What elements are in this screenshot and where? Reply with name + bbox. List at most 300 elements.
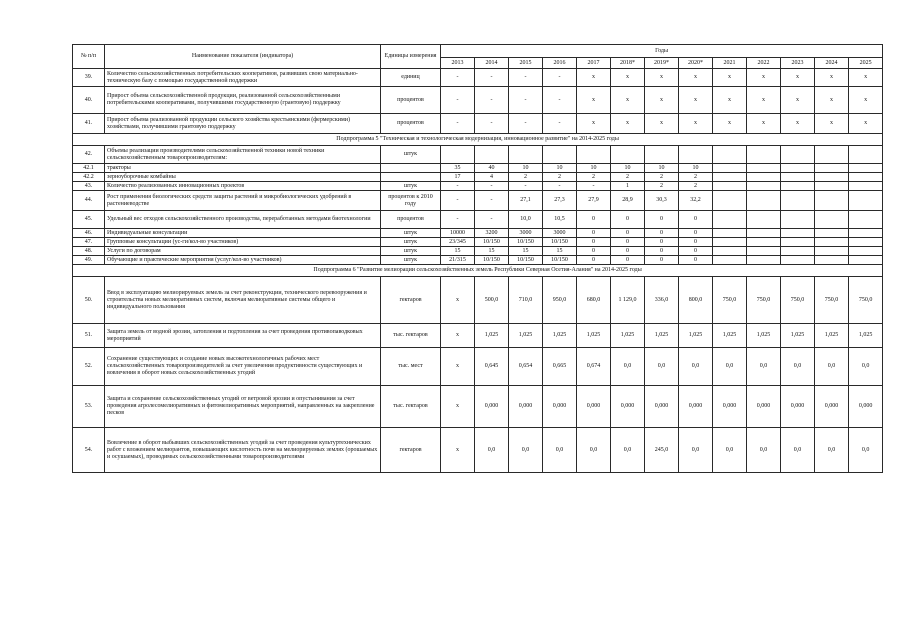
row-value [849, 173, 883, 182]
row-value: - [475, 191, 509, 211]
row-value [815, 191, 849, 211]
header-name: Наименование показателя (индикатора) [105, 45, 381, 69]
row-unit: процентов к 2010 году [381, 191, 441, 211]
header-year: 2025 [849, 58, 883, 69]
row-value: 10 [509, 164, 543, 173]
row-value [849, 256, 883, 265]
row-value [713, 173, 747, 182]
table-row [73, 146, 883, 164]
row-unit [381, 164, 441, 173]
table-row [73, 324, 883, 348]
table-row [73, 191, 883, 211]
row-name: тракторы [105, 164, 381, 173]
row-value: x [781, 87, 815, 114]
row-value: x [781, 114, 815, 134]
row-value: 750,0 [849, 277, 883, 324]
row-num: 46. [73, 229, 105, 238]
row-value: 0,000 [747, 386, 781, 428]
row-value: 1,025 [679, 324, 713, 348]
row-value: 0 [577, 238, 611, 247]
row-value: 1,025 [849, 324, 883, 348]
row-value: 0,000 [781, 386, 815, 428]
row-value: 0,0 [611, 348, 645, 386]
row-value [815, 238, 849, 247]
row-value: 3000 [543, 229, 577, 238]
row-value: 0,0 [509, 428, 543, 473]
row-value: 0 [577, 211, 611, 229]
row-value: 2 [679, 182, 713, 191]
row-name: Индивидуальные консультации [105, 229, 381, 238]
row-value [849, 238, 883, 247]
row-value [713, 229, 747, 238]
row-value [815, 256, 849, 265]
row-value: 0,0 [781, 428, 815, 473]
row-value: 0 [577, 256, 611, 265]
row-value: 0,654 [509, 348, 543, 386]
row-value: 0,000 [475, 386, 509, 428]
row-value: 15 [509, 247, 543, 256]
header-year: 2024 [815, 58, 849, 69]
row-value: 10/150 [509, 256, 543, 265]
row-value: 3200 [475, 229, 509, 238]
row-value: - [475, 211, 509, 229]
row-value: 10 [577, 164, 611, 173]
row-value: 1,025 [781, 324, 815, 348]
row-value: - [475, 69, 509, 87]
row-value [849, 247, 883, 256]
row-value [781, 211, 815, 229]
row-value: 15 [475, 247, 509, 256]
row-value [441, 146, 475, 164]
row-value: x [849, 69, 883, 87]
row-value [849, 191, 883, 211]
row-value: 680,0 [577, 277, 611, 324]
row-value [713, 182, 747, 191]
row-value: 2 [679, 173, 713, 182]
row-value: x [441, 324, 475, 348]
row-num: 54. [73, 428, 105, 473]
row-num: 42.1 [73, 164, 105, 173]
row-value [679, 146, 713, 164]
row-value: 1 [611, 182, 645, 191]
row-value [815, 164, 849, 173]
row-value: 10 [611, 164, 645, 173]
table-row [73, 87, 883, 114]
row-value: 1,025 [509, 324, 543, 348]
table-row [73, 256, 883, 265]
row-value: 750,0 [747, 277, 781, 324]
row-name: Групповые консультации (ус-ги/кол-во участников) [105, 238, 381, 247]
row-name: Удельный вес отходов сельскохозяйственного производства, переработанных методами биотехнологии [105, 211, 381, 229]
row-value: 750,0 [713, 277, 747, 324]
row-value: x [577, 87, 611, 114]
row-value: 10000 [441, 229, 475, 238]
row-value [849, 182, 883, 191]
row-value [747, 173, 781, 182]
row-num: 39. [73, 69, 105, 87]
header-year: 2023 [781, 58, 815, 69]
row-value: 2 [543, 173, 577, 182]
row-value: 0 [645, 229, 679, 238]
row-value: 0,000 [509, 386, 543, 428]
row-value: 950,0 [543, 277, 577, 324]
row-name: Прирост объема реализованной продукции сельского хозяйства крестьянскими (фермерскими) хозяйствами, получившими грантовую поддержку [105, 114, 381, 134]
row-unit: штук [381, 256, 441, 265]
row-value: 27,3 [543, 191, 577, 211]
row-unit: гектаров [381, 277, 441, 324]
row-unit [381, 173, 441, 182]
row-value: 35 [441, 164, 475, 173]
row-value [509, 146, 543, 164]
row-name: Защита земель от водной эрозии, затопления и подтопления за счет проведения противопаводковых мероприятий [105, 324, 381, 348]
row-value [747, 191, 781, 211]
row-value: x [577, 114, 611, 134]
row-value: 0 [679, 256, 713, 265]
table-row [73, 386, 883, 428]
row-value: 1,025 [475, 324, 509, 348]
row-value: 0,000 [543, 386, 577, 428]
row-num: 51. [73, 324, 105, 348]
row-value: 245,0 [645, 428, 679, 473]
row-value [815, 173, 849, 182]
row-value [781, 229, 815, 238]
row-value: 2 [577, 173, 611, 182]
row-value: 0,0 [849, 428, 883, 473]
row-value: x [781, 69, 815, 87]
row-value: - [441, 114, 475, 134]
row-value: 0,674 [577, 348, 611, 386]
row-value: 1,025 [713, 324, 747, 348]
row-value: x [679, 69, 713, 87]
table-row [73, 69, 883, 87]
row-value: 0 [611, 256, 645, 265]
row-unit: штук [381, 182, 441, 191]
row-unit: штук [381, 146, 441, 164]
row-unit: тыс. мест [381, 348, 441, 386]
row-value [713, 238, 747, 247]
row-value: - [543, 114, 577, 134]
row-value: x [441, 348, 475, 386]
table-row [73, 348, 883, 386]
row-value: 0 [679, 229, 713, 238]
row-value [713, 146, 747, 164]
row-value: - [441, 211, 475, 229]
row-value: 1,025 [577, 324, 611, 348]
row-value: x [441, 277, 475, 324]
row-name: Количество реализованных инновационных проектов [105, 182, 381, 191]
row-value: 0,0 [781, 348, 815, 386]
row-value: - [441, 182, 475, 191]
row-value: - [509, 114, 543, 134]
row-unit: процентов [381, 211, 441, 229]
row-value: - [475, 87, 509, 114]
row-unit: процентов [381, 114, 441, 134]
header-year: 2022 [747, 58, 781, 69]
row-value [713, 164, 747, 173]
header-num: № п/п [73, 45, 105, 69]
row-name: Объемы реализации производителями сельскохозяйственной техники новой техники сельскохозяйственным товаропроизводителям: [105, 146, 381, 164]
row-unit: тыс. гектаров [381, 324, 441, 348]
row-value: 0,000 [577, 386, 611, 428]
row-value: - [543, 87, 577, 114]
indicators-table [72, 44, 883, 473]
row-num: 41. [73, 114, 105, 134]
row-value: x [747, 69, 781, 87]
row-num: 49. [73, 256, 105, 265]
row-value: 10/150 [475, 256, 509, 265]
row-num: 53. [73, 386, 105, 428]
row-value: 0,0 [543, 428, 577, 473]
row-value [781, 256, 815, 265]
row-value: 1,025 [611, 324, 645, 348]
row-value: 0 [645, 247, 679, 256]
row-name: Защита и сохранение сельскохозяйственных угодий от ветровой эрозии и опустынивания за счет проведения агролесомелиоративных и фитомелиоративных мероприятий, направленных на закрепление песков [105, 386, 381, 428]
row-value: - [509, 69, 543, 87]
table-row [73, 164, 883, 173]
row-value: 0,0 [713, 348, 747, 386]
row-value: 27,1 [509, 191, 543, 211]
row-name: Сохранение существующих и создание новых высокотехнологичных рабочих мест сельскохозяйственных товаропроизводителей за счет увеличения продуктивности существующих и вовлечения в оборот новых сельскохозяйственных угодий [105, 348, 381, 386]
row-value: 0 [645, 211, 679, 229]
row-value: 40 [475, 164, 509, 173]
row-value: 0 [611, 211, 645, 229]
row-value: 0 [611, 247, 645, 256]
row-value: 0,0 [747, 348, 781, 386]
row-value [475, 146, 509, 164]
row-unit: штук [381, 229, 441, 238]
row-value: 0,000 [679, 386, 713, 428]
header-year: 2013 [441, 58, 475, 69]
row-name: зерноуборочные комбайны [105, 173, 381, 182]
row-value: 0,0 [815, 428, 849, 473]
row-value [747, 247, 781, 256]
row-value [781, 182, 815, 191]
row-num: 44. [73, 191, 105, 211]
row-value: 0 [679, 238, 713, 247]
row-value: 30,3 [645, 191, 679, 211]
row-value: 0 [645, 256, 679, 265]
row-value: 1,025 [747, 324, 781, 348]
row-num: 45. [73, 211, 105, 229]
row-value [747, 238, 781, 247]
row-value: 750,0 [781, 277, 815, 324]
row-value [645, 146, 679, 164]
row-value: x [713, 114, 747, 134]
row-num: 42.2 [73, 173, 105, 182]
row-value: 28,9 [611, 191, 645, 211]
row-value: 0,0 [679, 428, 713, 473]
row-value: x [713, 87, 747, 114]
row-value: 4 [475, 173, 509, 182]
row-value: x [611, 114, 645, 134]
row-value [713, 211, 747, 229]
row-value: 10/150 [509, 238, 543, 247]
header-unit: Единицы измерения [381, 45, 441, 69]
row-name: Ввод в эксплуатацию мелиорируемых земель за счет реконструкции, технического перевооружения и строительства новых мелиоративных систем, включая мелиоративные системы общего и индивидуального пользования [105, 277, 381, 324]
row-value: 0 [577, 229, 611, 238]
section-row [73, 265, 883, 277]
row-unit: процентов [381, 87, 441, 114]
row-value [815, 146, 849, 164]
row-value: 0,0 [645, 348, 679, 386]
row-name: Количество сельскохозяйственных потребительских кооперативов, развивших свою материально-техническую базу с помощью государственной поддержки [105, 69, 381, 87]
row-value: x [815, 69, 849, 87]
row-value: 10,0 [509, 211, 543, 229]
row-value: 2 [611, 173, 645, 182]
section-title: Подпрограмма 5 "Техническая и технологическая модернизация, инновационное развитие" на 2014-2025 годы [73, 134, 883, 146]
row-value: - [543, 182, 577, 191]
row-value [815, 229, 849, 238]
row-value: - [577, 182, 611, 191]
row-value [849, 229, 883, 238]
row-value [849, 146, 883, 164]
table-row [73, 182, 883, 191]
row-unit: тыс. гектаров [381, 386, 441, 428]
row-num: 48. [73, 247, 105, 256]
row-value: 10,5 [543, 211, 577, 229]
row-value: x [815, 87, 849, 114]
header-year: 2019* [645, 58, 679, 69]
row-value: 2 [509, 173, 543, 182]
row-value: 0,665 [543, 348, 577, 386]
row-value: - [475, 114, 509, 134]
row-value: 0,0 [679, 348, 713, 386]
table-row [73, 229, 883, 238]
row-value: 23/345 [441, 238, 475, 247]
header-year: 2016 [543, 58, 577, 69]
row-value: 710,0 [509, 277, 543, 324]
row-value: x [645, 114, 679, 134]
row-value: 0,645 [475, 348, 509, 386]
row-value [781, 238, 815, 247]
row-value: - [441, 69, 475, 87]
row-name: Вовлечение в оборот выбывших сельскохозяйственных угодий за счет проведения культуртехнических работ с вложением мелиорантов, повышающих кислотность почв на мелиорируемых землях (орошаемых и осушаемых), проводимых сельскохозяйственными товаропроизводителями [105, 428, 381, 473]
row-value: 10/150 [543, 238, 577, 247]
row-value: 0 [679, 211, 713, 229]
row-value: 10/150 [475, 238, 509, 247]
row-value: 1,025 [645, 324, 679, 348]
row-value [815, 211, 849, 229]
row-value: x [611, 87, 645, 114]
row-value [815, 182, 849, 191]
header-year: 2021 [713, 58, 747, 69]
row-num: 50. [73, 277, 105, 324]
row-value: 17 [441, 173, 475, 182]
row-value: 800,0 [679, 277, 713, 324]
row-value: 27,9 [577, 191, 611, 211]
row-value: 0,0 [849, 348, 883, 386]
row-value: x [645, 69, 679, 87]
header-year: 2014 [475, 58, 509, 69]
table-row [73, 238, 883, 247]
table-row [73, 428, 883, 473]
row-value [747, 256, 781, 265]
row-value: - [509, 182, 543, 191]
row-value: x [441, 386, 475, 428]
row-value: x [441, 428, 475, 473]
row-value [781, 146, 815, 164]
row-value: x [679, 87, 713, 114]
row-value [747, 229, 781, 238]
row-value: 0,0 [475, 428, 509, 473]
header-year: 2017 [577, 58, 611, 69]
row-value [781, 191, 815, 211]
row-value: 2 [645, 173, 679, 182]
row-value: 10/150 [543, 256, 577, 265]
row-value [577, 146, 611, 164]
row-value: - [475, 182, 509, 191]
table-body [73, 69, 883, 473]
row-value: x [577, 69, 611, 87]
row-value: 10 [543, 164, 577, 173]
row-value: 10 [679, 164, 713, 173]
header-year: 2020* [679, 58, 713, 69]
table-row [73, 114, 883, 134]
row-name: Обучающие и практические мероприятия (услуг/кол-во участников) [105, 256, 381, 265]
header-years: Годы [441, 45, 883, 58]
row-num: 43. [73, 182, 105, 191]
row-value: 0,0 [577, 428, 611, 473]
section-row [73, 134, 883, 146]
row-value: - [441, 87, 475, 114]
row-value: 0,000 [645, 386, 679, 428]
row-num: 42. [73, 146, 105, 164]
row-value: x [747, 87, 781, 114]
row-value: - [441, 191, 475, 211]
row-num: 40. [73, 87, 105, 114]
row-value: 10 [645, 164, 679, 173]
row-value: 15 [543, 247, 577, 256]
table-header [73, 45, 883, 69]
row-value: 0,0 [815, 348, 849, 386]
row-value [543, 146, 577, 164]
row-value [781, 173, 815, 182]
row-value: - [543, 69, 577, 87]
row-value: x [611, 69, 645, 87]
section-title: Подпрограмма 6 "Развитие мелиорации сельскохозяйственных земель Республики Северная Осетия-Алания" на 2014-2025 годы [73, 265, 883, 277]
row-num: 47. [73, 238, 105, 247]
row-value: 3000 [509, 229, 543, 238]
table-row [73, 173, 883, 182]
row-value: 0,0 [747, 428, 781, 473]
row-value: x [849, 87, 883, 114]
row-value: x [713, 69, 747, 87]
row-value [781, 164, 815, 173]
row-value: x [645, 87, 679, 114]
row-value [747, 211, 781, 229]
row-value: 0 [611, 229, 645, 238]
table-row [73, 211, 883, 229]
row-value: 0 [577, 247, 611, 256]
row-value: 0 [679, 247, 713, 256]
row-value: 21/315 [441, 256, 475, 265]
row-value: x [747, 114, 781, 134]
row-value [611, 146, 645, 164]
row-value [849, 211, 883, 229]
row-value [713, 256, 747, 265]
row-value: 1 129,0 [611, 277, 645, 324]
row-value [747, 182, 781, 191]
header-year: 2015 [509, 58, 543, 69]
row-value: x [849, 114, 883, 134]
row-name: Рост применения биологических средств защиты растений и микробиологических удобрений в растениеводстве [105, 191, 381, 211]
row-name: Услуги по договорам [105, 247, 381, 256]
row-unit: штук [381, 247, 441, 256]
row-value [747, 164, 781, 173]
row-unit: штук [381, 238, 441, 247]
row-value: 1,025 [815, 324, 849, 348]
row-value: 0 [645, 238, 679, 247]
